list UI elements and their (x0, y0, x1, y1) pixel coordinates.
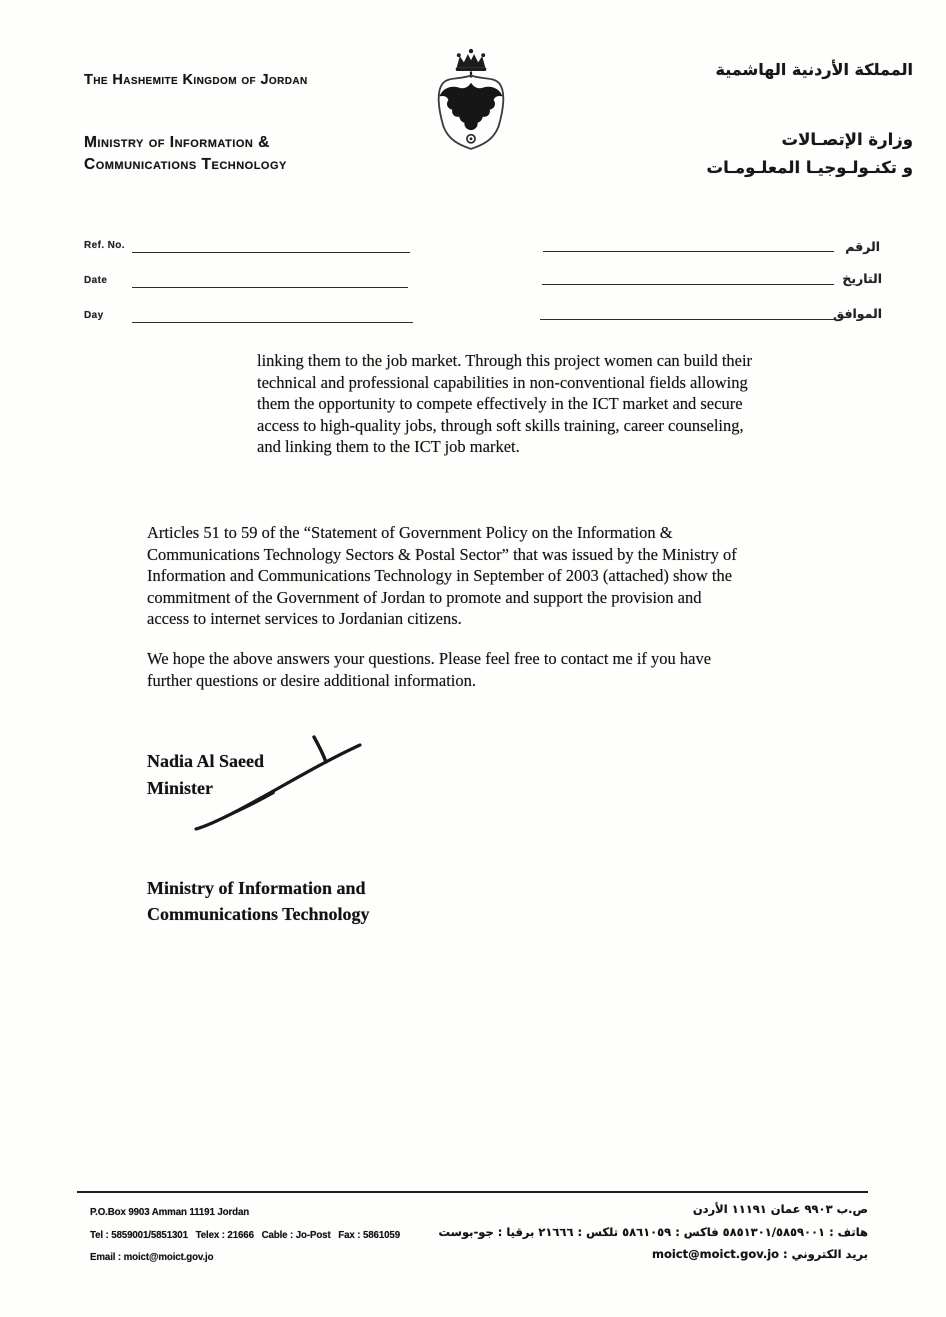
footer-email-ar: بريد الكتروني : moict@moict.gov.jo (651, 1247, 868, 1261)
paragraph-line: commitment of the Government of Jordan to promote and support the provision and (147, 587, 702, 607)
signatory-title: Minister (147, 778, 213, 798)
paragraph-line: Information and Communications Technology in September of 2003 (attached) show the (147, 566, 733, 585)
sender-ministry-line2: Communications Technology (147, 903, 370, 924)
ministry-title-ar-line2: و تكنـولـوجيـا المعلـومـات (706, 158, 913, 177)
paragraph-line: linking them to the job market. Through this project women can build their (257, 351, 753, 370)
ref-no-label-ar: الرقم (845, 239, 880, 254)
paragraph-line: and linking them to the ICT job market. (257, 437, 520, 456)
ref-no-label: Ref. No. (84, 240, 125, 251)
date-line-left (132, 287, 408, 288)
ref-no-line-right (543, 251, 834, 252)
sender-ministry-line1: Ministry of Information and (147, 878, 366, 898)
paragraph-line: access to high-quality jobs, through soft skills training, career counseling, (257, 415, 744, 435)
ministry-title-ar (707, 126, 913, 182)
paragraph-line: Articles 51 to 59 of the “Statement of Government Policy on the Information & (147, 523, 673, 542)
day-line-right (540, 319, 834, 320)
day-label: Day (84, 310, 104, 321)
footer-divider (77, 1191, 868, 1193)
body-paragraph-1 (257, 350, 752, 458)
day-line-left (132, 322, 413, 323)
ministry-title-en-line1: Ministry of Information & (84, 134, 270, 151)
footer-pobox-ar: ص.ب ٩٩٠٣ عمان ١١١٩١ الأردن (692, 1202, 868, 1216)
body-paragraph-2 (147, 522, 737, 630)
date-label-ar: التاريخ (842, 271, 882, 286)
day-label-ar: الموافق (833, 306, 882, 321)
ref-no-line-left (132, 252, 410, 253)
footer-contact-ar (438, 1198, 868, 1266)
paragraph-line: Communications Technology Sectors & Postal Sector” that was issued by the Ministry of (147, 544, 737, 564)
footer-tel-ar: هاتف : ٥٨٥١٣٠١/٥٨٥٩٠٠١ فاكس : ٥٨٦١٠٥٩ تلكس : ٢١٦٦٦ برقيا : جو-بوست (438, 1224, 868, 1239)
paragraph-line: technical and professional capabilities in non-conventional fields allowing (257, 372, 748, 392)
ministry-title-ar-line1: وزارة الإتصـالات (781, 130, 913, 149)
footer-contact-en (90, 1201, 400, 1269)
footer-pobox-en: P.O.Box 9903 Amman 11191 Jordan (90, 1206, 250, 1218)
kingdom-title-en: The Hashemite Kingdom of Jordan (84, 72, 308, 88)
kingdom-title-ar: المملكة الأردنية الهاشمية (715, 60, 913, 79)
handwritten-signature-icon (188, 731, 373, 841)
ministry-title-en (84, 132, 287, 176)
jordan-coat-of-arms-icon (431, 48, 511, 152)
footer-tel-en: Tel : 5859001/5851301 Telex : 21666 Cable : Jo-Post Fax : 5861059 (90, 1228, 400, 1241)
paragraph-line: further questions or desire additional information. (147, 670, 477, 690)
paragraph-line: We hope the above answers your questions. Please feel free to contact me if you have (147, 649, 712, 668)
signatory-name: Nadia Al Saeed (147, 751, 265, 771)
date-line-right (542, 284, 834, 285)
paragraph-line: access to internet services to Jordanian citizens. (147, 609, 462, 628)
footer-email-en: Email : moict@moict.gov.jo (90, 1251, 214, 1263)
paragraph-line: them the opportunity to compete effectively in the ICT market and secure (257, 394, 743, 413)
ministry-title-en-line2: Communications Technology (84, 156, 287, 173)
date-label: Date (84, 275, 108, 286)
sender-ministry-name (147, 876, 370, 927)
body-paragraph-3 (147, 648, 711, 691)
